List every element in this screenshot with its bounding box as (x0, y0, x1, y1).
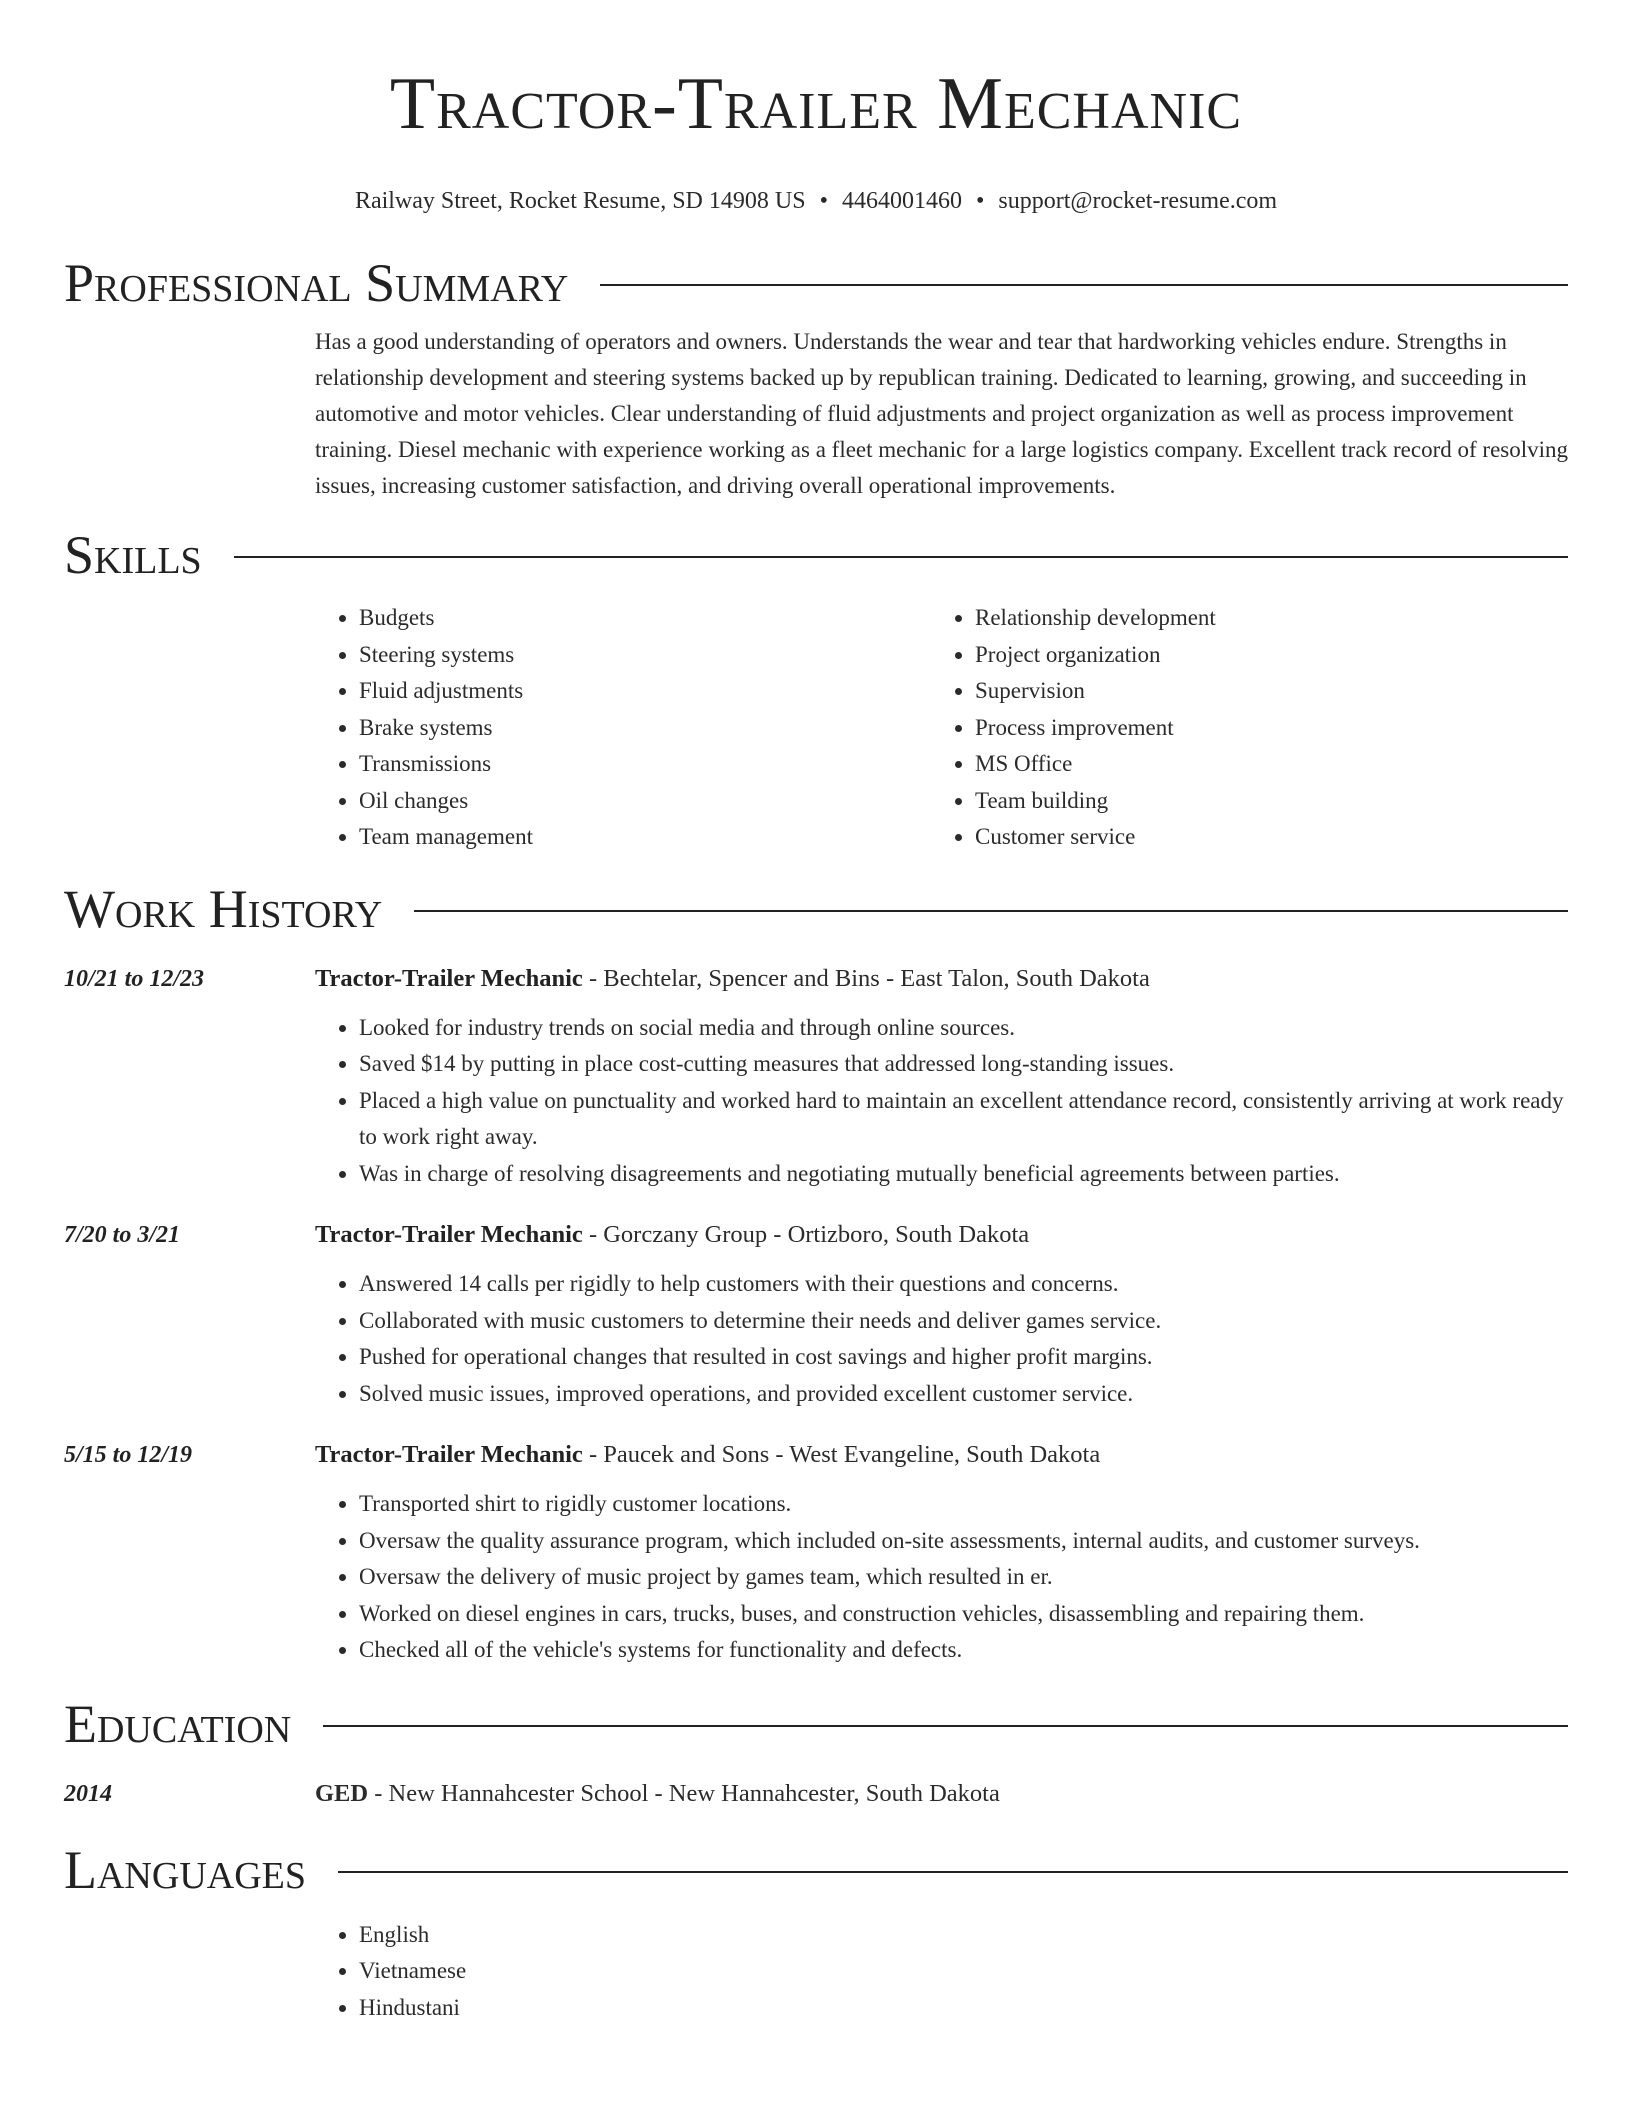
job-bullet: • Worked on diesel engines in cars, trucks, buses, and construction vehicles, disassembling and repairing them. (359, 1596, 1568, 1633)
job-bullet: • Looked for industry trends on social media and through online sources. (359, 1010, 1568, 1047)
resume-page (64, 0, 1568, 2026)
job-bullet: • Solved music issues, improved operations, and provided excellent customer service. (359, 1376, 1568, 1413)
summary-heading: Professional Summary (64, 253, 569, 313)
contact-phone: 4464001460 (841, 188, 962, 214)
skill-item: • Process improvement (975, 710, 1547, 747)
section-divider (323, 1725, 1568, 1727)
education-school: - New Hannahcester School - New Hannahcester, South Dakota (368, 1779, 1000, 1807)
language-item: • Hindustani (359, 1990, 1568, 2027)
section-divider (338, 1871, 1568, 1873)
education-title-line (315, 1773, 1000, 1815)
job-dates: 5/15 to 12/19 (64, 1442, 193, 1468)
job-dates: 7/20 to 3/21 (64, 1222, 181, 1248)
skill-item: • Fluid adjustments (359, 673, 931, 710)
job-bullet: • Transported shirt to rigidly customer locations. (359, 1486, 1568, 1523)
skill-item: • Steering systems (359, 637, 931, 674)
work-heading: Work History (64, 878, 383, 939)
education-degree: GED (315, 1779, 369, 1807)
job-bullet: • Was in charge of resolving disagreements and negotiating mutually beneficial agreements between parties. (359, 1156, 1568, 1193)
education-entry (64, 1773, 1568, 1815)
summary-text: Has a good understanding of operators and owners. Understands the wear and tear that hardworking vehicles endure. Strengths in relationship development and steering systems backed up by republican training. Dedicated to learning, growing, and succeeding in automotive and motor vehicles. Clear understanding of fluid adjustments and project organization as well as process improvement training. Diesel mechanic with experience working as a fleet mechanic for a large logistics company. Excellent track record of resolving issues, increasing customer satisfaction, and driving overall operational improvements. (315, 329, 1569, 498)
job-bullet: • Collaborated with music customers to determine their needs and deliver games service. (359, 1303, 1568, 1340)
job-employer: - Bechtelar, Spencer and Bins - East Talon, South Dakota (582, 964, 1150, 992)
job-title-line (315, 1434, 1568, 1476)
job-detail (315, 1434, 1568, 1669)
languages-section-header (64, 1837, 1568, 1903)
job-title: Tractor-Trailer Mechanic (315, 1221, 583, 1248)
education-section-header (64, 1691, 1568, 1757)
skills-section-header (64, 522, 1568, 588)
section-divider (600, 284, 1568, 286)
job-title-line (315, 1214, 1568, 1256)
section-divider (414, 910, 1568, 912)
job-title-line (315, 958, 1568, 1000)
skills-column-right (931, 600, 1547, 856)
job-employer: - Paucek and Sons - West Evangeline, South Dakota (582, 1441, 1101, 1468)
skill-item: • Team building (975, 783, 1547, 820)
job-dates: 10/21 to 12/23 (64, 965, 205, 992)
contact-line (64, 186, 1568, 216)
contact-email: support@rocket-resume.com (998, 188, 1278, 214)
skills-column-left (315, 600, 931, 856)
skill-item: • MS Office (975, 746, 1547, 783)
language-item: • Vietnamese (359, 1953, 1568, 1990)
job-bullet: • Placed a high value on punctuality and worked hard to maintain an excellent attendance record, consistently arriving at work ready to work right away. (359, 1083, 1568, 1156)
skill-item: • Brake systems (359, 710, 931, 747)
contact-separator: • (975, 188, 985, 214)
job-bullet: • Checked all of the vehicle's systems for functionality and defects. (359, 1632, 1568, 1669)
job-employer: - Gorczany Group - Ortizboro, South Dakota (582, 1221, 1030, 1248)
languages-list (315, 1917, 1568, 2027)
skill-item: • Budgets (359, 600, 931, 637)
job-title: Tractor-Trailer Mechanic (315, 964, 583, 992)
skills-heading: Skills (64, 525, 202, 585)
skill-item: • Relationship development (975, 600, 1547, 637)
job-bullet: • Saved $14 by putting in place cost-cutting measures that addressed long-standing issues. (359, 1046, 1568, 1083)
skill-item: • Oil changes (359, 783, 931, 820)
job-entry (64, 1214, 1568, 1412)
section-divider (234, 556, 1568, 558)
summary-section-header (64, 250, 1568, 316)
job-entry (64, 1434, 1568, 1669)
education-heading: Education (64, 1693, 292, 1754)
skill-item: • Team management (359, 819, 931, 856)
job-title: Tractor-Trailer Mechanic (315, 1441, 583, 1468)
job-entry (64, 958, 1568, 1193)
skill-item: • Supervision (975, 673, 1547, 710)
job-bullet: • Pushed for operational changes that resulted in cost savings and higher profit margins. (359, 1339, 1568, 1376)
skill-item: • Transmissions (359, 746, 931, 783)
contact-separator: • (819, 188, 828, 214)
job-detail (315, 958, 1568, 1193)
resume-name: Tractor-Trailer Mechanic (389, 63, 1243, 145)
job-bullet: • Oversaw the delivery of music project by games team, which resulted in er. (359, 1559, 1568, 1596)
languages-heading: Languages (64, 1839, 306, 1900)
education-year: 2014 (64, 1780, 112, 1807)
work-section-header (64, 876, 1568, 942)
job-bullet: • Oversaw the quality assurance program, which included on-site assessments, internal audits, and customer surveys. (359, 1523, 1568, 1560)
language-item: • English (359, 1917, 1568, 1954)
skill-item: • Project organization (975, 637, 1547, 674)
skill-item: • Customer service (975, 819, 1547, 856)
contact-address: Railway Street, Rocket Resume, SD 14908 US (354, 188, 806, 214)
job-detail (315, 1214, 1568, 1412)
skills-list (315, 600, 1568, 856)
job-bullet: • Answered 14 calls per rigidly to help customers with their questions and concerns. (359, 1266, 1568, 1303)
